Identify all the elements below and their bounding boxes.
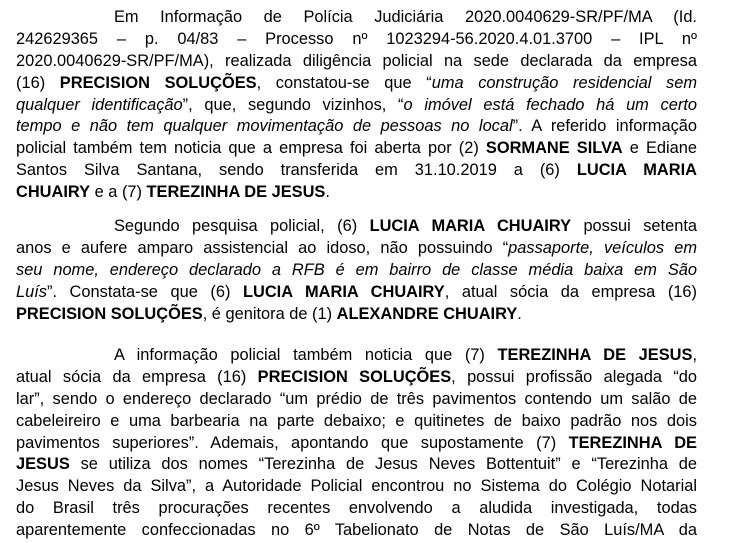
text-line: PRECISION SOLUÇÕES, é genitora de (1) ALEXANDRE CHUAIRY. [16, 304, 522, 323]
paragraph-police-information [16, 7, 697, 204]
person-name: TEREZINHA DE JESUS [497, 346, 693, 364]
paragraph-terezinha [16, 345, 697, 542]
text-line: cabeleireiro e uma barbearia na parte debaixo; e quitinetes de baixo padrão nos dois [16, 411, 697, 430]
quoted-text: uma construção residencial sem [431, 73, 698, 92]
person-name: CHUAIRY [16, 183, 91, 202]
paragraph-police-research [16, 216, 697, 325]
text-line: policial também tem noticia que a empresa foi aberta por (2) SORMANE SILVA e Ediane [16, 139, 697, 158]
company-name: PRECISION SOLUÇÕES [257, 367, 452, 386]
quoted-text: qualquer identificação [16, 95, 183, 114]
person-name: JESUS [16, 455, 70, 474]
text-line: 2020.0040629-SR/PF/MA), realizada diligência policial na sede declarada da empresa [16, 51, 697, 70]
quoted-text: passaporte, veículos em [508, 238, 697, 257]
person-name: LUCIA MARIA [576, 161, 697, 180]
person-name: TEREZINHA DE JESUS [146, 183, 326, 202]
quoted-text: seu nome, endereço declarado a RFB é em bairro de classe média baixa em São [16, 260, 697, 279]
quoted-text: tempo e não tem qualquer movimentação de pessoas no local [16, 117, 513, 136]
text-line [16, 260, 697, 282]
text-line: CHUAIRY e a (7) TEREZINHA DE JESUS. [16, 183, 330, 202]
person-name: LUCIA MARIA CHUAIRY [369, 217, 572, 235]
person-name: TEREZINHA DE [568, 433, 697, 452]
text-line: pavimentos superiores”. Ademais, apontando que supostamente (7) TEREZINHA DE [16, 433, 697, 452]
text-line: Em Informação de Polícia Judiciária 2020.0040629-SR/PF/MA (Id. [114, 8, 697, 26]
person-name: LUCIA MARIA CHUAIRY [242, 282, 445, 301]
text-line: Luís”. Constata-se que (6) LUCIA MARIA CHUAIRY, atual sócia da empresa (16) [16, 282, 697, 301]
company-name: PRECISION SOLUÇÕES [16, 304, 203, 323]
company-name: PRECISION SOLUÇÕES [59, 73, 257, 92]
text-line: JESUS se utiliza dos nomes “Terezinha de Jesus Neves Bottentuit” e “Terezinha de [16, 455, 697, 474]
text-line: A informação policial também noticia que (7) TEREZINHA DE JESUS, [114, 346, 697, 364]
text-line: qualquer identificação”, que, segundo vizinhos, “o imóvel está fechado há um certo [16, 95, 697, 114]
person-name: SORMANE SILVA [485, 139, 623, 158]
text-line: aparentemente confeccionadas no 6º Tabelionato de Notas de São Luís/MA da [16, 521, 697, 540]
text-line: (16) PRECISION SOLUÇÕES, constatou-se que “uma construção residencial sem [16, 73, 698, 92]
text-line: lar”, sendo o endereço declarado “um prédio de três pavimentos contendo um salão de [16, 389, 697, 408]
text-line: Segundo pesquisa policial, (6) LUCIA MARIA CHUAIRY possui setenta [114, 217, 697, 235]
text-line: Jesus Neves da Silva”, a Autoridade Policial encontrou no Sistema do Colégio Notarial [16, 477, 697, 496]
text-line: anos e aufere amparo assistencial ao idoso, não possuindo “passaporte, veículos em [16, 238, 697, 257]
text-line: 242629365 – p. 04/83 – Processo nº 1023294-56.2020.4.01.3700 – IPL nº [16, 29, 697, 48]
quoted-text: o imóvel está fechado há um certo [403, 95, 697, 114]
quoted-text: Luís [16, 282, 47, 301]
text-line: tempo e não tem qualquer movimentação de pessoas no local”. A referido informação [16, 117, 697, 136]
text-line: Santos Silva Santana, sendo transferida em 31.10.2019 a (6) LUCIA MARIA [16, 161, 697, 180]
text-line: do Brasil três procurações recentes envolvendo a aludida investigada, todas [16, 499, 697, 518]
person-name: ALEXANDRE CHUAIRY [336, 304, 518, 323]
text-line: atual sócia da empresa (16) PRECISION SOLUÇÕES, possui profissão alegada “do [16, 367, 698, 386]
